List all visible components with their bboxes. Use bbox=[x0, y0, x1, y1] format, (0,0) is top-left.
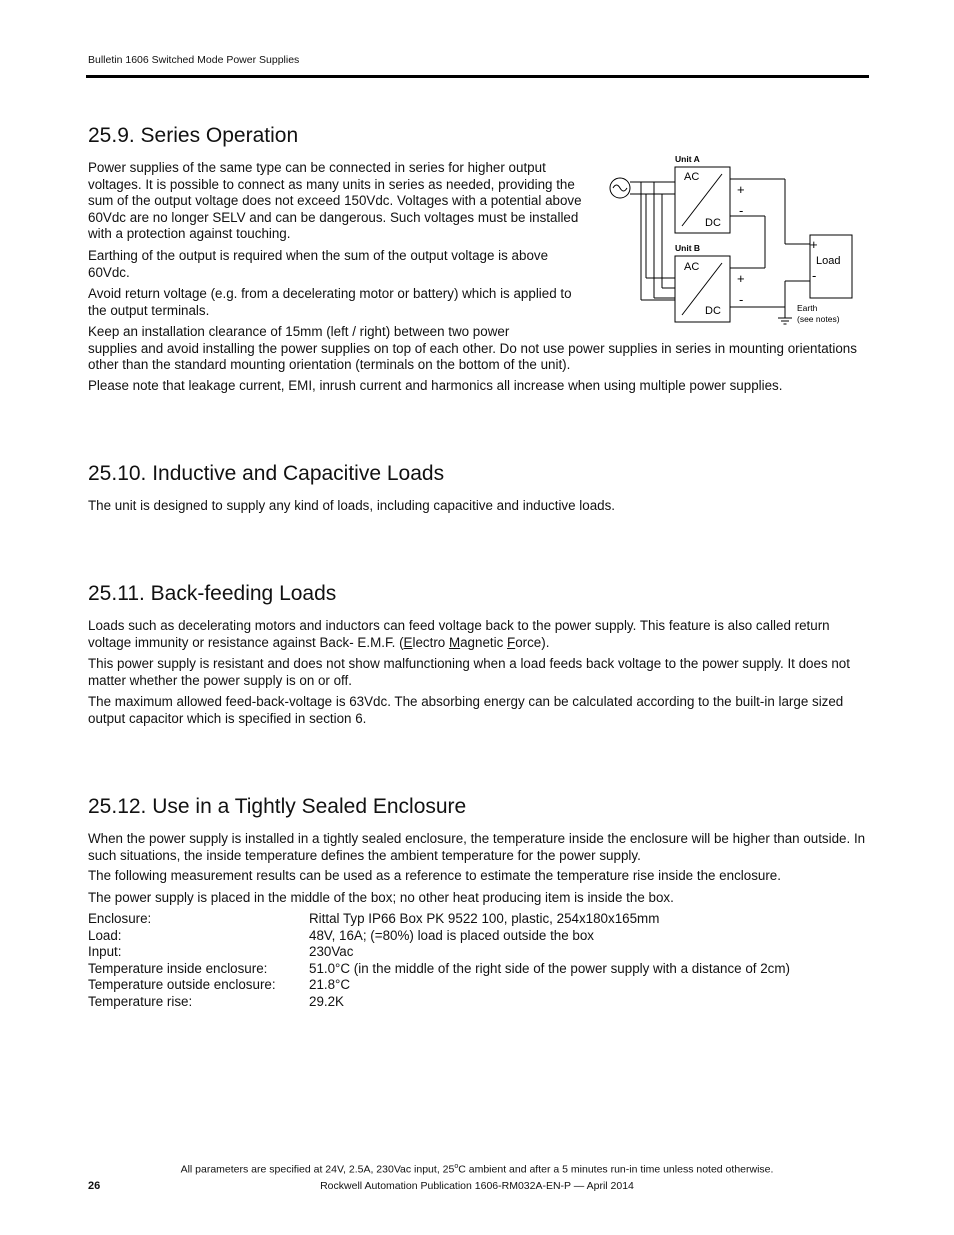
series-paragraph-2: Earthing of the output is required when the sum of the output voltage is above 60Vdc. bbox=[88, 248, 549, 280]
series-paragraph-3: Avoid return voltage (e.g. from a decelerating motor or battery) which is applied to the output terminals. bbox=[88, 286, 572, 318]
series-paragraph-1: Power supplies of the same type can be connected in series for higher output voltages. It is possible to connect as many units in series as needed, providing the sum of the output voltage does not exceed 150Vdc. Voltages with a potential above 60Vdc are no longer SELV and can be dangerous. Such voltages must be installed with a protection against touching. bbox=[88, 160, 582, 242]
spec-value: Rittal Typ IP66 Box PK 9522 100, plastic, 254x180x165mm bbox=[309, 911, 660, 926]
spec-value: 29.2K bbox=[309, 994, 344, 1009]
spec-label: Temperature inside enclosure: bbox=[88, 961, 268, 976]
spec-label: Temperature rise: bbox=[88, 994, 193, 1009]
unit-b-minus: - bbox=[739, 292, 744, 307]
inductive-paragraph-1: The unit is designed to supply any kind of loads, including capacitive and inductive loads. bbox=[88, 498, 616, 513]
page-number: 26 bbox=[88, 1180, 101, 1192]
earth-label: Earth bbox=[797, 303, 818, 313]
section-title-sealed-enclosure: 25.12. Use in a Tightly Sealed Enclosure bbox=[88, 795, 467, 818]
spec-value: 21.8°C bbox=[309, 977, 351, 992]
series-wiring-diagram bbox=[600, 150, 860, 330]
spec-row bbox=[88, 994, 868, 1011]
unit-b-label: Unit B bbox=[675, 243, 701, 253]
spec-row bbox=[88, 928, 868, 945]
earth-note-label: (see notes) bbox=[797, 314, 840, 324]
unit-b-plus: + bbox=[737, 271, 745, 286]
publication-line: Rockwell Automation Publication 1606-RM032A-EN-P — April 2014 bbox=[320, 1180, 634, 1192]
backfeed-p1-lectro: lectro bbox=[412, 634, 449, 650]
backfeed-p1-m: M bbox=[448, 634, 461, 650]
series-paragraph-4 bbox=[88, 324, 873, 374]
load-minus: - bbox=[812, 268, 817, 283]
unit-a-ac-label: AC bbox=[684, 171, 700, 183]
backfeed-p1-f: F bbox=[507, 634, 516, 650]
series-paragraph-4-line1: Keep an installation clearance of 15mm (left / right) between two power bbox=[88, 324, 510, 339]
enclosure-paragraph-2: The following measurement results can be used as a reference to estimate the temperature rise inside the enclosure. bbox=[88, 868, 781, 883]
spec-row bbox=[88, 977, 868, 994]
footer-parameters-note bbox=[0, 1163, 954, 1176]
footer-note-degree: o bbox=[454, 1163, 459, 1170]
spec-value: 48V, 16A; (=80%) load is placed outside the box bbox=[309, 928, 594, 943]
load-label: Load bbox=[816, 255, 841, 267]
backfeed-p1-text: Loads such as decelerating motors and inductors can feed voltage back to the power supply. This feature is also called return voltage immunity or resistance against Back- E.M.F. ( bbox=[88, 618, 830, 650]
footer-note-prefix: All parameters are specified at 24V, 2.5A, 230Vac input, 25 bbox=[180, 1163, 455, 1176]
series-paragraph-5: Please note that leakage current, EMI, inrush current and harmonics all increase when using multiple power supplies. bbox=[88, 378, 783, 393]
spec-label: Enclosure: bbox=[88, 911, 152, 926]
unit-a-plus: + bbox=[737, 182, 745, 197]
unit-a-label: Unit A bbox=[675, 154, 700, 164]
spec-label: Temperature outside enclosure: bbox=[88, 977, 276, 992]
section-title-series-operation: 25.9. Series Operation bbox=[88, 124, 299, 147]
series-paragraph-4-rest: supplies and avoid installing the power supplies on top of each other. Do not use power supplies in series in mounting orientations other than the standard mounting orientation (terminals on the bottom of the unit). bbox=[88, 340, 857, 373]
footer-note-suffix: C ambient and after a 5 minutes run-in time unless noted otherwise. bbox=[458, 1163, 774, 1176]
spec-label: Input: bbox=[88, 944, 122, 959]
running-header: Bulletin 1606 Switched Mode Power Supplies bbox=[88, 54, 300, 66]
backfeed-paragraph-2: This power supply is resistant and does not show malfunctioning when a load feeds back voltage to the power supply. It does not matter whether the power supply is on or off. bbox=[88, 656, 850, 688]
backfeed-p1-end: orce). bbox=[515, 634, 550, 650]
enclosure-paragraph-3: The power supply is placed in the middle of the box; no other heat producing item is inside the box. bbox=[88, 890, 674, 905]
unit-a-minus: - bbox=[739, 203, 744, 218]
spec-row bbox=[88, 961, 868, 978]
unit-a-dc-label: DC bbox=[705, 217, 721, 229]
section-title-back-feeding-loads: 25.11. Back-feeding Loads bbox=[88, 582, 337, 605]
header-rule bbox=[86, 75, 869, 78]
spec-row bbox=[88, 911, 868, 928]
section-title-inductive-loads: 25.10. Inductive and Capacitive Loads bbox=[88, 462, 445, 485]
spec-label: Load: bbox=[88, 928, 122, 943]
spec-row bbox=[88, 944, 868, 961]
unit-b-ac-label: AC bbox=[684, 261, 700, 273]
spec-value: 230Vac bbox=[309, 944, 354, 959]
unit-b-dc-label: DC bbox=[705, 305, 721, 317]
backfeed-paragraph-1 bbox=[88, 618, 873, 651]
backfeed-p1-agnetic: agnetic bbox=[460, 634, 508, 650]
load-plus: + bbox=[810, 237, 818, 252]
backfeed-p1-e: E bbox=[403, 634, 413, 650]
spec-value: 51.0°C (in the middle of the right side of the power supply with a distance of 2cm) bbox=[309, 961, 790, 976]
enclosure-paragraph-1: When the power supply is installed in a tightly sealed enclosure, the temperature inside the enclosure will be higher than outside. In such situations, the inside temperature defines the ambient temperature for the power supply. bbox=[88, 831, 866, 863]
backfeed-paragraph-3: The maximum allowed feed-back-voltage is 63Vdc. The absorbing energy can be calculated according to the built-in large sized output capacitor which is specified in section 6. bbox=[88, 694, 844, 726]
